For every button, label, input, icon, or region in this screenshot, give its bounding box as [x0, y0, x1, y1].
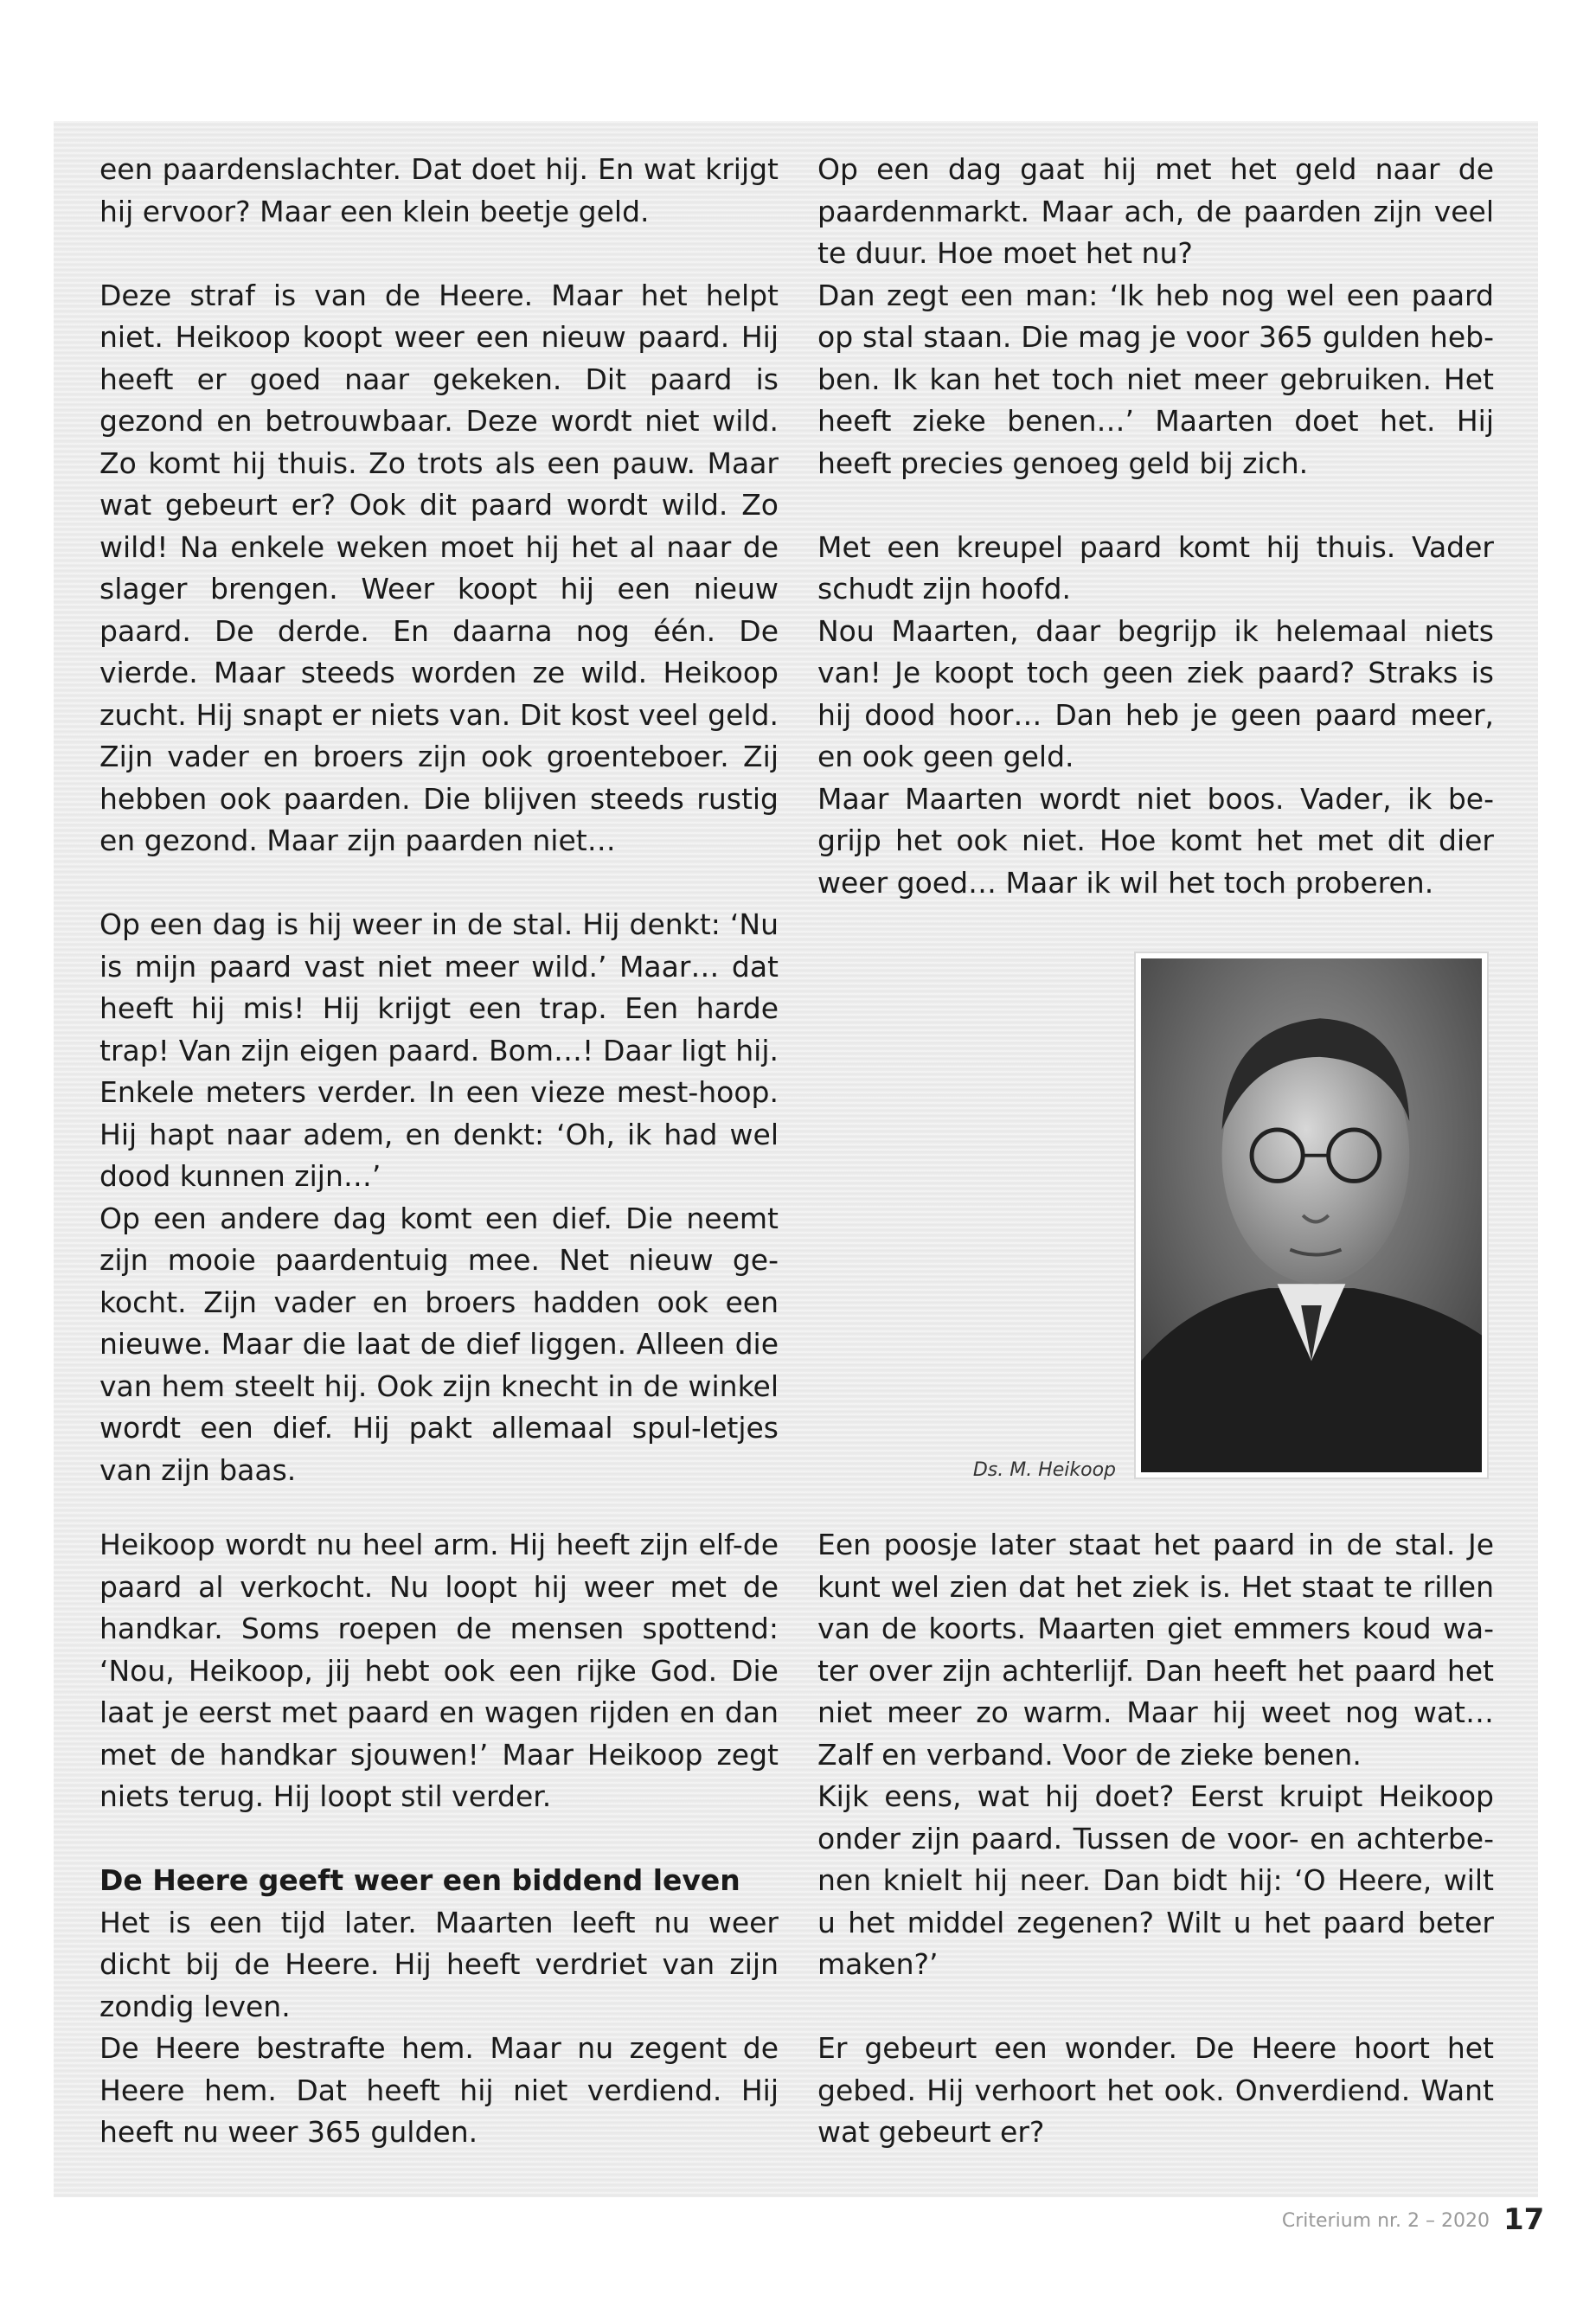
photo-caption: Ds. M. Heikoop	[972, 1459, 1116, 1481]
paragraph-gap	[99, 862, 779, 905]
paragraph-gap	[817, 1986, 1494, 2029]
right-column-bottom	[817, 1524, 1494, 2154]
section-heading: De Heere geeft weer een biddend leven	[99, 1863, 740, 1897]
paragraph-gap	[99, 1818, 779, 1861]
left-after-heading-paragraphs	[99, 1902, 779, 2154]
left-column-bottom	[99, 1524, 779, 2154]
paragraph: Op een dag gaat hij met het geld naar de paardenmarkt. Maar ach, de paarden zijn veel te duur. Hoe moet het nu?	[817, 152, 1494, 270]
left-column-top	[99, 149, 779, 1491]
paragraph: Met een kreupel paard komt hij thuis. Vader schudt zijn hoofd.	[817, 529, 1494, 606]
magazine-footer: Criterium nr. 2 – 2020	[1281, 2210, 1490, 2232]
paragraph-gap	[817, 484, 1494, 527]
portrait-photo-frame	[1134, 952, 1489, 1479]
paragraph: Op een andere dag komt een dief. Die neemt zijn mooie paardentuig mee. Net nieuw ge-kocht. Zijn vader en broers hadden ook een nieuwe. Maar die laat de dief liggen. Alleen die van hem steelt hij. Ook zijn knecht in de winkel wordt een dief. Hij pakt allemaal spul-letjes van zijn baas.	[99, 1201, 779, 1487]
paragraph: Op een dag is hij weer in de stal. Hij denkt: ‘Nu is mijn paard vast niet meer wild.’ Maar… dat heeft hij mis! Hij krijgt een trap. Een harde trap! Van zijn eigen paard. Bom…! Daar ligt hij. Enkele meters verder. In een vieze mest-hoop. Hij hapt naar adem, en denkt: ‘Oh, ik had wel dood kunnen zijn…’	[99, 907, 779, 1193]
paragraph: Een poosje later staat het paard in de stal. Je kunt wel zien dat het ziek is. Het staat te rillen van de koorts. Maarten giet emmers koud wa-ter over zijn achterlijf. Dan heeft het paard het niet meer zo warm. Maar hij weet nog wat… Zalf en verband. Voor de zieke benen.	[817, 1528, 1494, 1772]
paragraph: Deze straf is van de Heere. Maar het helpt niet. Heikoop koopt weer een nieuw paard. Hij heeft er goed naar gekeken. Dit paard is gezond en betrouwbaar. Deze wordt niet wild. Zo komt hij thuis. Zo trots als een pauw. Maar wat gebeurt er? Ook dit paard wordt wild. Zo wild! Na enkele weken moet hij het al naar de slager brengen. Weer koopt hij een nieuw paard. De derde. En daarna nog één. De vierde. Maar steeds worden ze wild. Heikoop zucht. Hij snapt er niets van. Dit kost veel geld. Zijn vader en broers zijn ook groenteboer. Zij hebben ook paarden. Die blijven steeds rustig en gezond. Maar zijn paarden niet…	[99, 278, 779, 857]
paragraph: een paardenslachter. Dat doet hij. En wat krijgt hij ervoor? Maar een klein beetje geld.	[99, 152, 779, 228]
paragraph: Het is een tijd later. Maarten leeft nu weer dicht bij de Heere. Hij heeft verdriet van zijn zondig leven.	[99, 1905, 779, 2023]
paragraph: Heikoop wordt nu heel arm. Hij heeft zijn elf-de paard al verkocht. Nu loopt hij weer met de handkar. Soms roepen de mensen spottend: ‘Nou, Heikoop, jij hebt ook een rijke God. Die laat je eerst met paard en wagen rijden en dan met de handkar sjouwen!’ Maar Heikoop zegt niets terug. Hij loopt stil verder.	[99, 1528, 779, 1813]
paragraph: Kijk eens, wat hij doet? Eerst kruipt Heikoop onder zijn paard. Tussen de voor- en achterbe-nen knielt hij neer. Dan bidt hij: ‘O Heere, wilt u het middel zegenen? Wilt u het paard beter maken?’	[817, 1779, 1494, 1981]
left-bottom-paragraphs	[99, 1524, 779, 1860]
paragraph-gap	[99, 233, 779, 275]
paragraph: De Heere bestrafte hem. Maar nu zegent de Heere hem. Dat heeft hij niet verdiend. Hij heeft nu weer 365 gulden.	[99, 2031, 779, 2149]
right-column-top	[817, 149, 1494, 904]
portrait-photo	[1141, 958, 1482, 1472]
page-number: 17	[1503, 2202, 1545, 2237]
paragraph: Dan zegt een man: ‘Ik heb nog wel een paard op stal staan. Die mag je voor 365 gulden heb-ben. Ik kan het toch niet meer gebruiken. Het heeft zieke benen…’ Maarten doet het. Hij heeft precies genoeg geld bij zich.	[817, 278, 1494, 480]
paragraph: Maar Maarten wordt niet boos. Vader, ik be-grijp het ook niet. Hoe komt het met dit dier weer goed… Maar ik wil het toch proberen.	[817, 781, 1494, 900]
paragraph: Er gebeurt een wonder. De Heere hoort het gebed. Hij verhoort het ook. Onverdiend. Want wat gebeurt er?	[817, 2031, 1494, 2149]
paragraph: Nou Maarten, daar begrijp ik helemaal niets van! Je koopt toch geen ziek paard? Straks is hij dood hoor… Dan heb je geen paard meer, en ook geen geld.	[817, 613, 1494, 773]
